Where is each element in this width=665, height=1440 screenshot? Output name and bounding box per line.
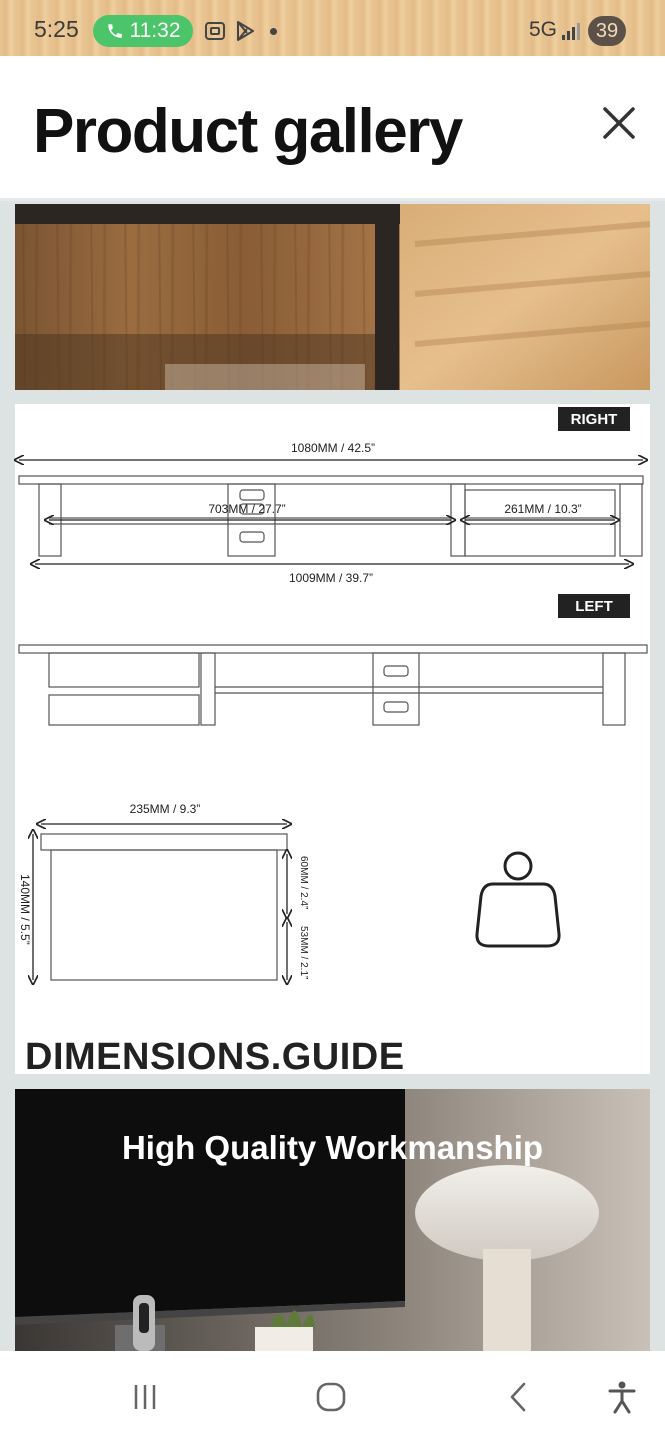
home-icon — [315, 1381, 347, 1413]
signal-icon — [561, 21, 581, 41]
accessibility-button[interactable] — [600, 1375, 644, 1419]
recent-apps-button[interactable] — [123, 1375, 167, 1419]
dimension-inner-width: 1009MM / 39.7” — [288, 571, 374, 585]
image-gallery[interactable] — [0, 201, 665, 1351]
battery-indicator — [588, 16, 626, 46]
page-title: Product gallery — [33, 97, 462, 166]
gallery-image-wood-drawer[interactable] — [15, 204, 650, 390]
battery-level: 39 — [595, 19, 619, 42]
status-time: 5:25 — [34, 16, 79, 42]
network-type: 5G — [529, 18, 558, 41]
right-view-tag: RIGHT — [558, 407, 630, 431]
home-button[interactable] — [309, 1375, 353, 1419]
phone-icon — [106, 22, 124, 40]
dimension-drawer-width: 261MM / 10.3” — [504, 502, 582, 516]
dimension-upper-height: 60MM / 2.4” — [298, 856, 309, 910]
dimension-drawing — [15, 404, 650, 1034]
back-button[interactable] — [497, 1375, 541, 1419]
status-bar — [0, 0, 665, 56]
dimension-center-width: 703MM / 27.7” — [208, 502, 286, 516]
notification-dot-icon — [270, 28, 277, 35]
accessibility-icon — [607, 1380, 637, 1414]
screenshot-icon — [203, 19, 227, 43]
close-button[interactable] — [596, 100, 642, 146]
workmanship-title: High Quality Workmanship — [121, 1129, 544, 1166]
call-duration: 11:32 — [129, 19, 181, 42]
recent-apps-icon — [130, 1383, 160, 1411]
play-store-icon — [233, 19, 257, 43]
left-view-tag: LEFT — [558, 594, 630, 618]
back-icon — [505, 1381, 533, 1413]
close-icon — [596, 100, 642, 146]
dimension-depth: 235MM / 9.3” — [129, 802, 201, 816]
dimension-lower-height: 53MM / 2.1” — [298, 926, 309, 980]
dimensions-guide-title: DIMENSIONS.GUIDE — [25, 1036, 405, 1078]
gallery-image-dimensions-guide[interactable] — [15, 404, 650, 1078]
gallery-image-workmanship[interactable] — [15, 1089, 650, 1351]
ongoing-call-chip[interactable] — [93, 15, 193, 47]
dimension-total-width: 1080MM / 42.5” — [290, 441, 376, 455]
wood-drawer-picture — [15, 204, 650, 390]
header — [0, 56, 665, 201]
navigation-bar — [0, 1351, 665, 1440]
dimension-height: 140MM / 5.5” — [18, 874, 32, 945]
